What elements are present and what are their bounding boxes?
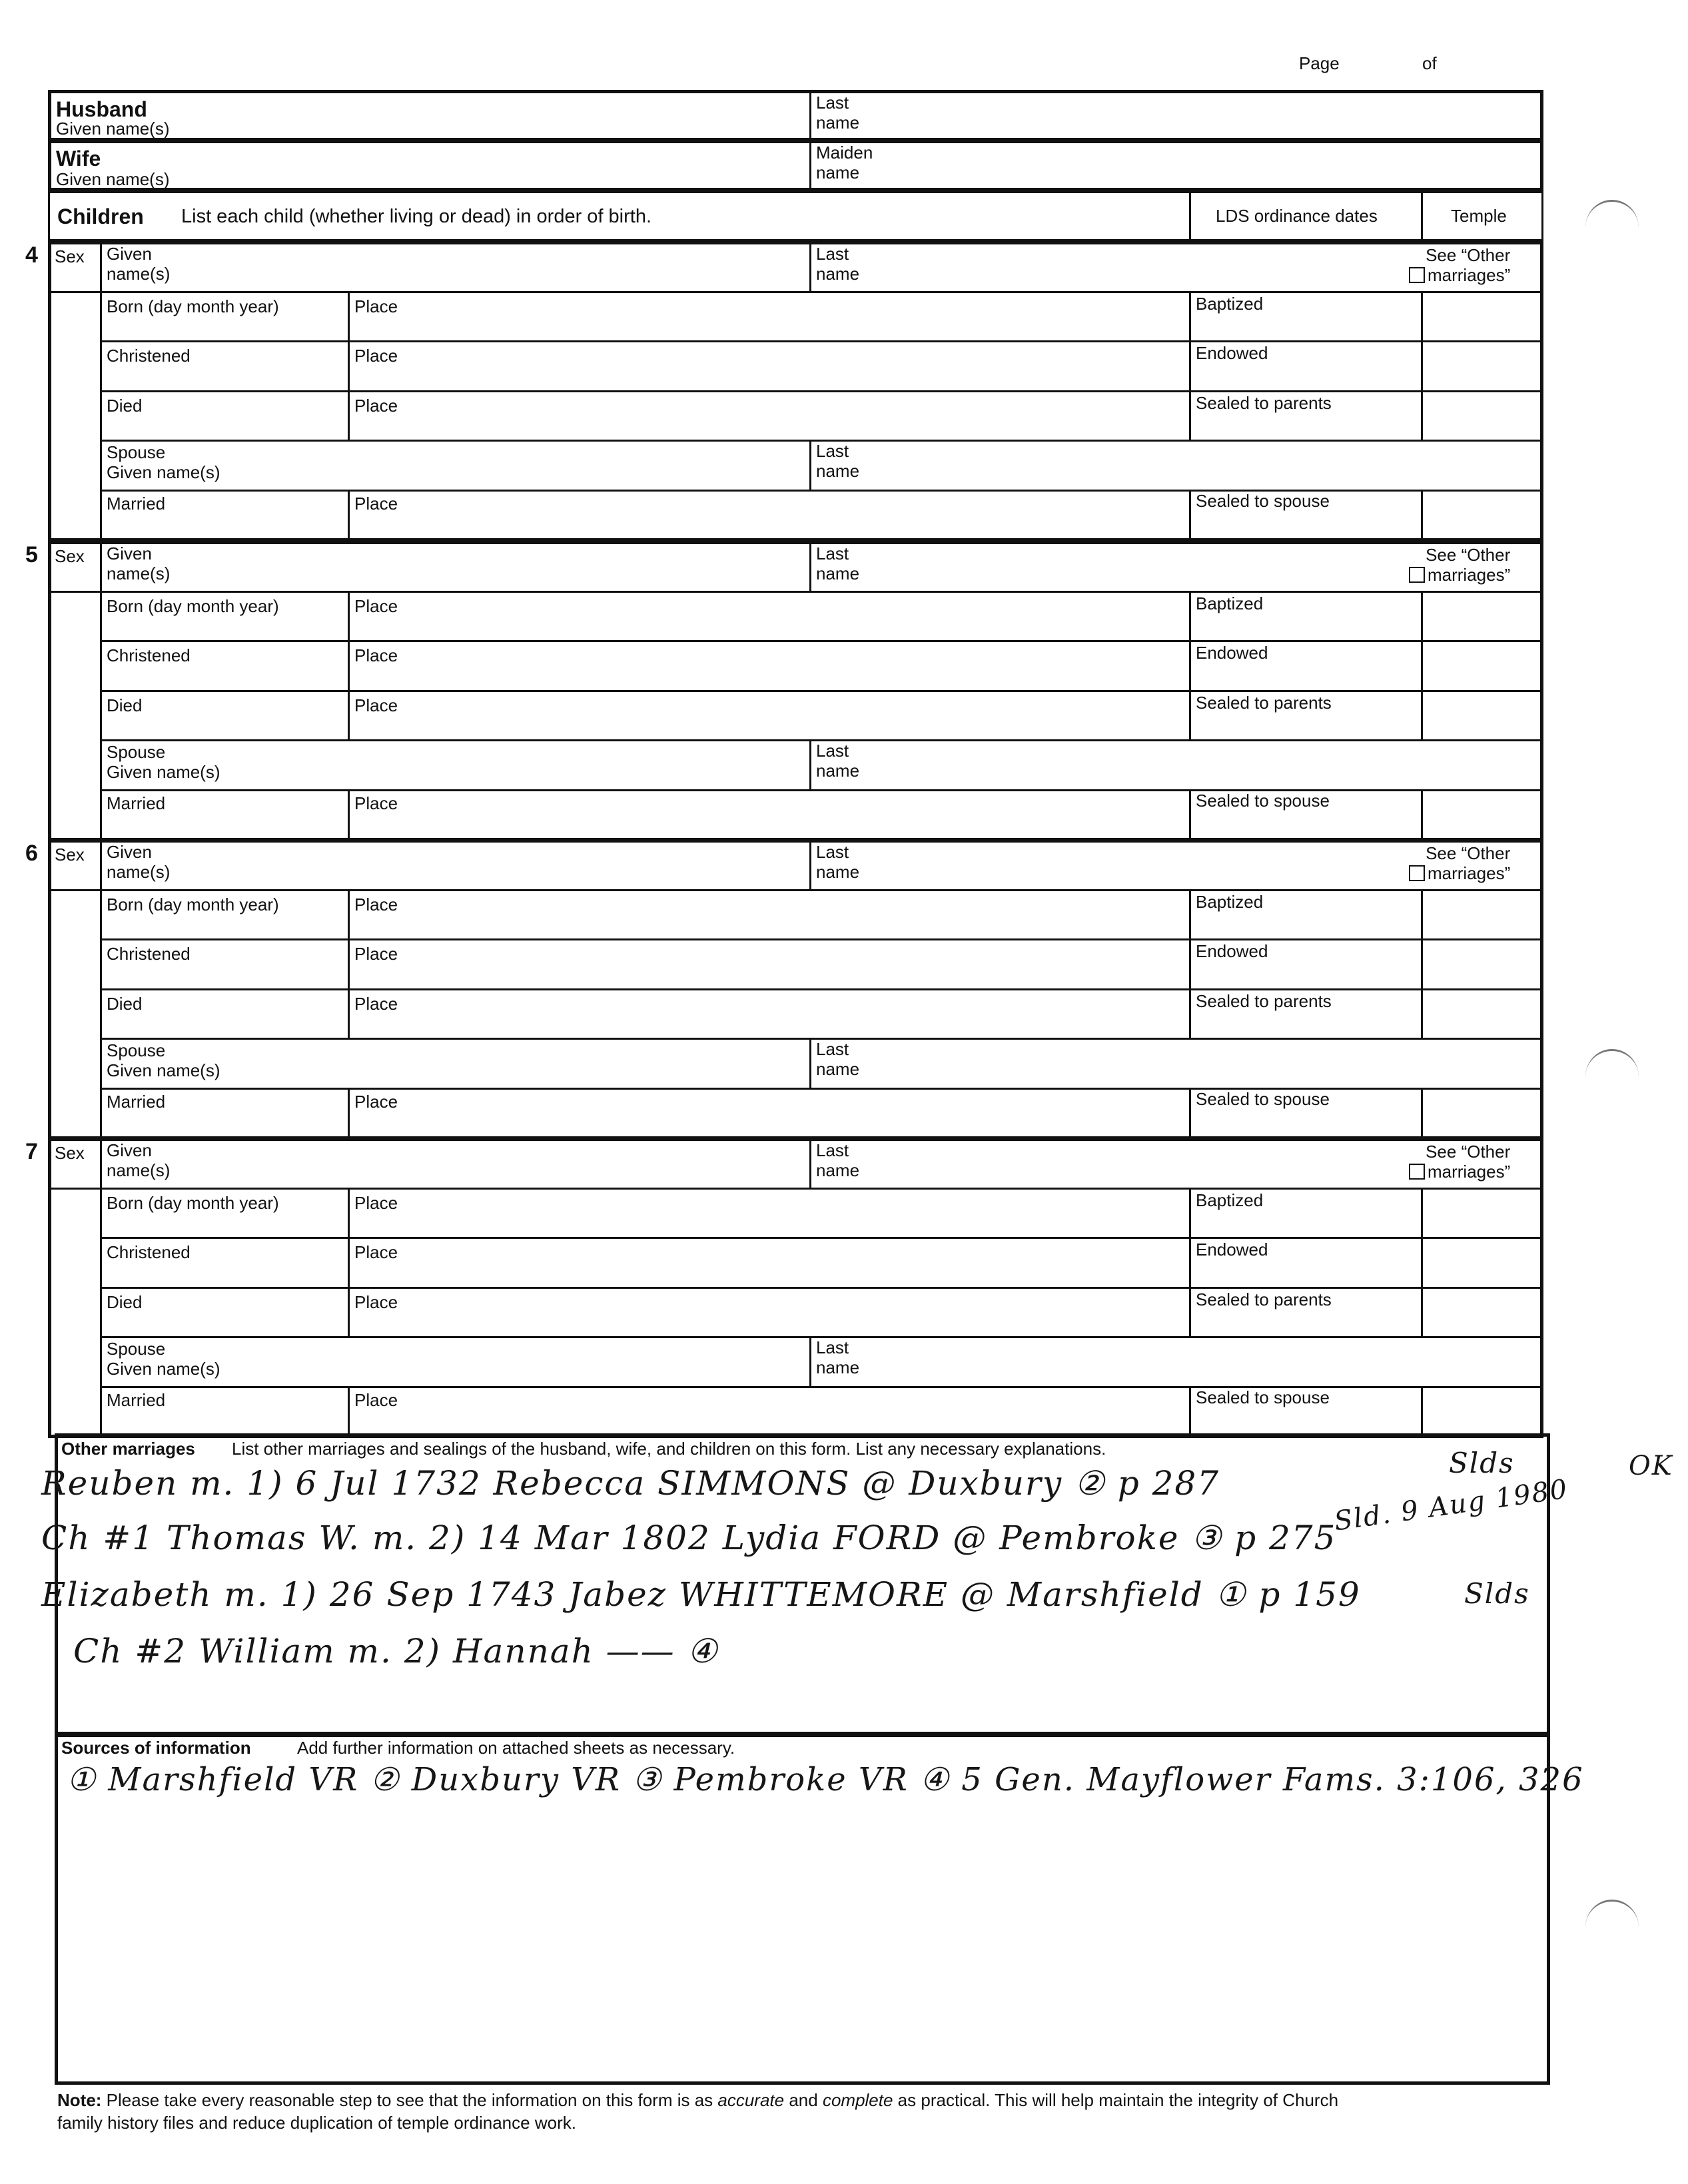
- given-name-label: Given name(s): [107, 842, 171, 882]
- given-name-label: Given name(s): [107, 544, 171, 583]
- note-text: and: [784, 2090, 823, 2110]
- spouse-last-label: Last name: [816, 441, 860, 481]
- see-other-text: See “Other: [1426, 545, 1511, 565]
- place-label: Place: [354, 296, 398, 316]
- marriages-text: marriages”: [1428, 1162, 1511, 1182]
- married-label: Married: [107, 493, 166, 514]
- see-other-text: See “Other: [1426, 245, 1511, 265]
- wife-maiden-label: Maiden name: [816, 143, 873, 182]
- sealed-to-parents-label: Sealed to parents: [1196, 990, 1332, 1011]
- other-marriages-title: Other marriages: [61, 1439, 195, 1459]
- margin-note: Slds: [1464, 1577, 1530, 1610]
- marriage-entry: Ch #1 Thomas W. m. 2) 14 Mar 1802 Lydia FORD @ Pembroke ③ p 275: [41, 1519, 1337, 1557]
- of-label: of: [1422, 53, 1437, 73]
- temple-label: Temple: [1451, 206, 1507, 226]
- last-name-label: Last name: [816, 1140, 860, 1180]
- place-label: Place: [354, 346, 398, 366]
- note-text: as practical. This will help maintain the integrity of Church: [893, 2090, 1339, 2110]
- see-other-marriages: [1409, 843, 1510, 883]
- husband-row: [48, 90, 1543, 141]
- sealed-to-spouse-label: Sealed to spouse: [1196, 1387, 1330, 1407]
- sealed-to-spouse-label: Sealed to spouse: [1196, 490, 1330, 511]
- spouse-given-label: Spouse Given name(s): [107, 1339, 220, 1379]
- born-label: Born (day month year): [107, 894, 279, 914]
- place-label: Place: [354, 493, 398, 514]
- children-instruction: List each child (whether living or dead) in order of birth.: [181, 206, 652, 227]
- husband-given-label: Given name(s): [56, 119, 170, 139]
- ok-note: OK: [1629, 1451, 1673, 1481]
- note-text: Please take every reasonable step to see that the information on this form is as: [106, 2090, 718, 2110]
- endowed-label: Endowed: [1196, 1240, 1268, 1260]
- other-marriages-checkbox[interactable]: [1409, 865, 1425, 881]
- place-label: Place: [354, 1242, 398, 1262]
- see-other-text: See “Other: [1426, 1142, 1511, 1162]
- marriage-entry: Ch #2 William m. 2) Hannah —— ④: [73, 1632, 719, 1670]
- spouse-last-label: Last name: [816, 1039, 860, 1079]
- sex-label: Sex: [55, 1143, 85, 1163]
- margin-note: Slds: [1449, 1447, 1515, 1479]
- husband-last-label: Last name: [816, 93, 860, 133]
- married-label: Married: [107, 1091, 166, 1112]
- place-label: Place: [354, 993, 398, 1014]
- given-name-label: Given name(s): [107, 244, 171, 284]
- other-marriages-instruction: List other marriages and sealings of the husband, wife, and children on this form. List any necessary explanations.: [232, 1439, 1106, 1459]
- place-label: Place: [354, 1091, 398, 1112]
- note-emphasis: complete: [822, 2090, 893, 2110]
- born-label: Born (day month year): [107, 595, 279, 616]
- page-label: Page: [1299, 53, 1340, 73]
- born-label: Born (day month year): [107, 296, 279, 316]
- sex-label: Sex: [55, 845, 85, 865]
- place-label: Place: [354, 595, 398, 616]
- spouse-given-label: Spouse Given name(s): [107, 742, 220, 782]
- marriages-text: marriages”: [1428, 265, 1511, 285]
- binder-hole-mark: [1585, 200, 1639, 255]
- margin-note: Sld. 9 Aug 1980: [1332, 1473, 1571, 1537]
- baptized-label: Baptized: [1196, 1190, 1264, 1210]
- baptized-label: Baptized: [1196, 293, 1264, 314]
- endowed-label: Endowed: [1196, 941, 1268, 961]
- spouse-given-label: Spouse Given name(s): [107, 442, 220, 482]
- other-marriages-checkbox[interactable]: [1409, 267, 1425, 283]
- christened-label: Christened: [107, 645, 191, 665]
- endowed-label: Endowed: [1196, 343, 1268, 363]
- sources-title: Sources of information: [61, 1738, 251, 1758]
- died-label: Died: [107, 395, 143, 416]
- place-label: Place: [354, 1389, 398, 1410]
- note-text: family history files and reduce duplication of temple ordinance work.: [57, 2113, 576, 2133]
- see-other-text: See “Other: [1426, 843, 1511, 863]
- see-other-marriages: [1409, 1142, 1510, 1182]
- given-name-label: Given name(s): [107, 1140, 171, 1180]
- other-marriages-checkbox[interactable]: [1409, 567, 1425, 583]
- baptized-label: Baptized: [1196, 593, 1264, 613]
- place-label: Place: [354, 1192, 398, 1213]
- died-label: Died: [107, 993, 143, 1014]
- place-label: Place: [354, 395, 398, 416]
- place-label: Place: [354, 894, 398, 914]
- sealed-to-spouse-label: Sealed to spouse: [1196, 1088, 1330, 1109]
- marriage-entry: Elizabeth m. 1) 26 Sep 1743 Jabez WHITTEMORE @ Marshfield ① p 159: [41, 1575, 1361, 1614]
- other-marriages-checkbox[interactable]: [1409, 1164, 1425, 1180]
- sealed-to-spouse-label: Sealed to spouse: [1196, 790, 1330, 811]
- sealed-to-parents-label: Sealed to parents: [1196, 392, 1332, 413]
- footer-note: [57, 2089, 1549, 2134]
- lds-ordinance-dates-label: LDS ordinance dates: [1216, 206, 1378, 226]
- binder-hole-mark: [1585, 1900, 1639, 1955]
- marriages-text: marriages”: [1428, 863, 1511, 883]
- child-number: 7: [25, 1139, 38, 1164]
- baptized-label: Baptized: [1196, 891, 1264, 912]
- last-name-label: Last name: [816, 244, 860, 284]
- died-label: Died: [107, 695, 143, 715]
- christened-label: Christened: [107, 1242, 191, 1262]
- married-label: Married: [107, 1389, 166, 1410]
- sources-text: ① Marshfield VR ② Duxbury VR ③ Pembroke VR ④ 5 Gen. Mayflower Fams. 3:106, 326: [67, 1761, 1584, 1798]
- sealed-to-parents-label: Sealed to parents: [1196, 1289, 1332, 1309]
- marriage-entry: Reuben m. 1) 6 Jul 1732 Rebecca SIMMONS @ Duxbury ② p 287: [41, 1464, 1220, 1503]
- sources-instruction: Add further information on attached sheets as necessary.: [297, 1738, 735, 1758]
- wife-given-label: Given name(s): [56, 169, 170, 189]
- last-name-label: Last name: [816, 842, 860, 882]
- place-label: Place: [354, 793, 398, 813]
- died-label: Died: [107, 1291, 143, 1312]
- marriages-text: marriages”: [1428, 565, 1511, 585]
- see-other-marriages: [1409, 245, 1510, 285]
- binder-hole-mark: [1585, 1049, 1639, 1104]
- sex-label: Sex: [55, 546, 85, 566]
- note-emphasis: accurate: [717, 2090, 785, 2110]
- child-number: 5: [25, 542, 38, 567]
- endowed-label: Endowed: [1196, 643, 1268, 663]
- wife-row: [48, 140, 1543, 191]
- spouse-last-label: Last name: [816, 1337, 860, 1377]
- place-label: Place: [354, 944, 398, 964]
- child-number: 4: [25, 242, 38, 268]
- wife-title: Wife: [56, 147, 101, 171]
- see-other-marriages: [1409, 545, 1510, 585]
- place-label: Place: [354, 1291, 398, 1312]
- last-name-label: Last name: [816, 544, 860, 583]
- christened-label: Christened: [107, 346, 191, 366]
- spouse-given-label: Spouse Given name(s): [107, 1040, 220, 1080]
- married-label: Married: [107, 793, 166, 813]
- place-label: Place: [354, 645, 398, 665]
- christened-label: Christened: [107, 944, 191, 964]
- sealed-to-parents-label: Sealed to parents: [1196, 692, 1332, 713]
- spouse-last-label: Last name: [816, 741, 860, 781]
- place-label: Place: [354, 695, 398, 715]
- child-number: 6: [25, 841, 38, 866]
- born-label: Born (day month year): [107, 1192, 279, 1213]
- children-title: Children: [57, 204, 144, 228]
- sex-label: Sex: [55, 246, 85, 266]
- note-label: Note:: [57, 2090, 102, 2110]
- husband-title: Husband: [56, 97, 147, 121]
